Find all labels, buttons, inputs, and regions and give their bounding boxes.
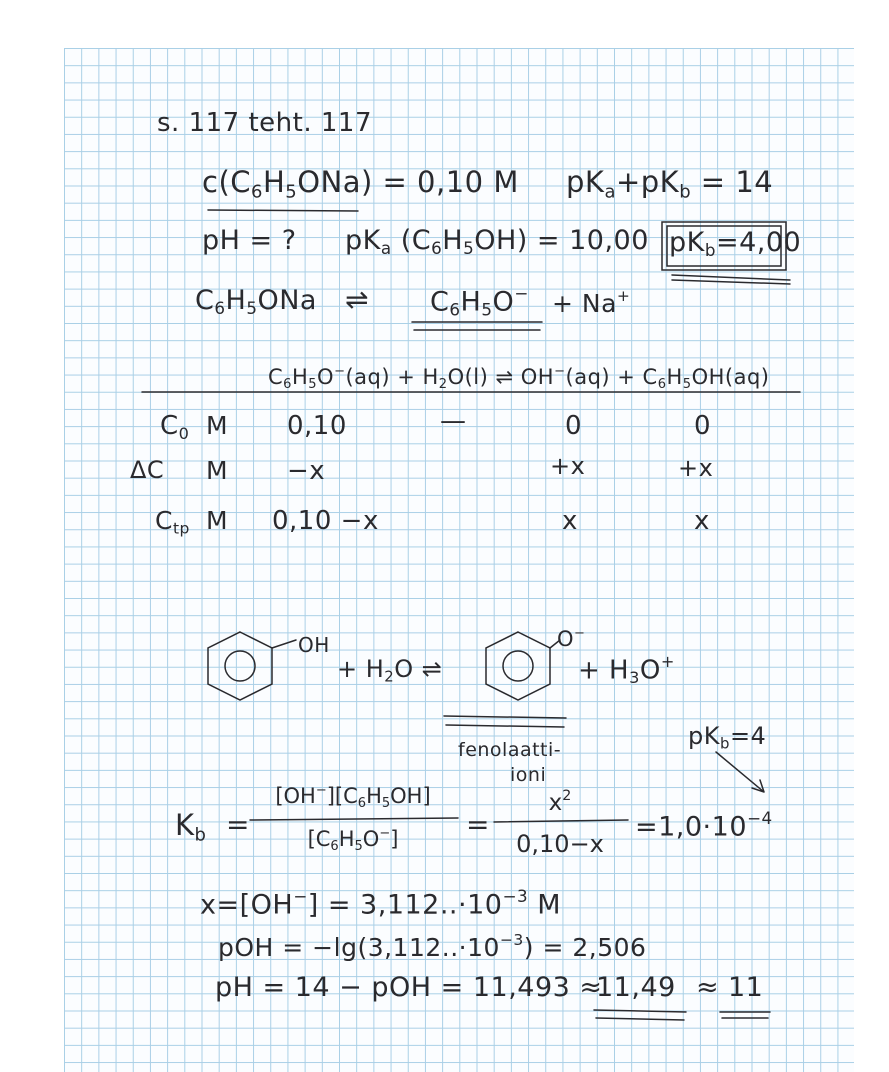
equals-2: = bbox=[466, 808, 490, 841]
pkb-value-boxed: pKb=4,00 bbox=[669, 227, 802, 261]
concentration-given: c(C6H5ONa) = 0,10 M bbox=[202, 165, 519, 203]
row-unit: M bbox=[206, 506, 229, 535]
phenolate-name-2: ioni bbox=[510, 764, 547, 786]
row-label-c0: C0 bbox=[160, 411, 190, 443]
phenol-delta: +x bbox=[678, 454, 714, 482]
pka-value: pKa (C6H5OH) = 10,00 bbox=[345, 225, 649, 259]
oh-delta: +x bbox=[550, 452, 586, 480]
ph-rounded: 11,49 bbox=[596, 972, 676, 1003]
kb-denominator-2: 0,10−x bbox=[516, 830, 604, 858]
phenol-c0: 0 bbox=[694, 411, 712, 441]
pka-pkb-sum: pKa+pKb = 14 bbox=[566, 165, 774, 203]
row-unit: M bbox=[206, 456, 229, 485]
pkb-note: pKb=4 bbox=[688, 722, 767, 753]
anion-c0: 0,10 bbox=[287, 411, 347, 441]
equals-1: = bbox=[226, 808, 250, 841]
ph-question: pH = ? bbox=[202, 225, 297, 256]
oh-eq: x bbox=[562, 506, 578, 536]
sodium-ion: + Na+ bbox=[552, 287, 631, 318]
kb-denominator-1: [C6H5O−] bbox=[307, 826, 399, 854]
row-unit: M bbox=[206, 411, 229, 440]
oh-c0: 0 bbox=[565, 411, 583, 441]
plus-water: + H2O ⇌ bbox=[337, 655, 443, 686]
plus-hydronium: + H3O+ bbox=[578, 652, 675, 688]
poh-line: pOH = $-\lg(3,112..\cdot 10^{-3}) = 2,506$ bbox=[218, 931, 647, 962]
x-result-line: $x=[OH^-] = 3,112..\cdot 10^{-3}$ M bbox=[200, 886, 562, 921]
ph-final: 11 bbox=[728, 972, 764, 1003]
kb-numerator-1: [OH−][C6H5OH] bbox=[275, 783, 431, 811]
row-label-delta-c: ΔC bbox=[130, 456, 165, 484]
anion-delta: −x bbox=[287, 456, 326, 486]
kb-result: $=1,0\cdot 10^{-4}$ bbox=[635, 808, 773, 843]
phenol-eq: x bbox=[694, 506, 710, 536]
kb-numerator-2: $x^2$ bbox=[548, 788, 572, 816]
row-label-ctp: Ctp bbox=[155, 506, 190, 538]
water-c0: — bbox=[440, 406, 467, 436]
oxygen-minus-label: O− bbox=[557, 626, 586, 652]
ph-line: pH = 14 − pOH = 11,493 ≈ bbox=[215, 972, 603, 1003]
ph-approx: ≈ bbox=[696, 972, 720, 1003]
equilibrium-reaction: C6H5O−(aq) + H2O(l) ⇌ OH−(aq) + C6H5OH(aq) bbox=[268, 364, 770, 392]
phenolate-name-1: fenolaatti- bbox=[458, 739, 562, 761]
dissociation-arrow: ⇌ bbox=[345, 283, 369, 316]
kb-symbol: Kb bbox=[175, 808, 207, 846]
sodium-phenolate: C6H5ONa bbox=[195, 285, 317, 319]
phenolate-ion: C6H5O− bbox=[430, 283, 529, 320]
page-reference: s. 117 teht. 117 bbox=[157, 108, 372, 138]
hydroxyl-label: OH bbox=[298, 633, 330, 657]
anion-eq: 0,10 −x bbox=[272, 506, 379, 536]
